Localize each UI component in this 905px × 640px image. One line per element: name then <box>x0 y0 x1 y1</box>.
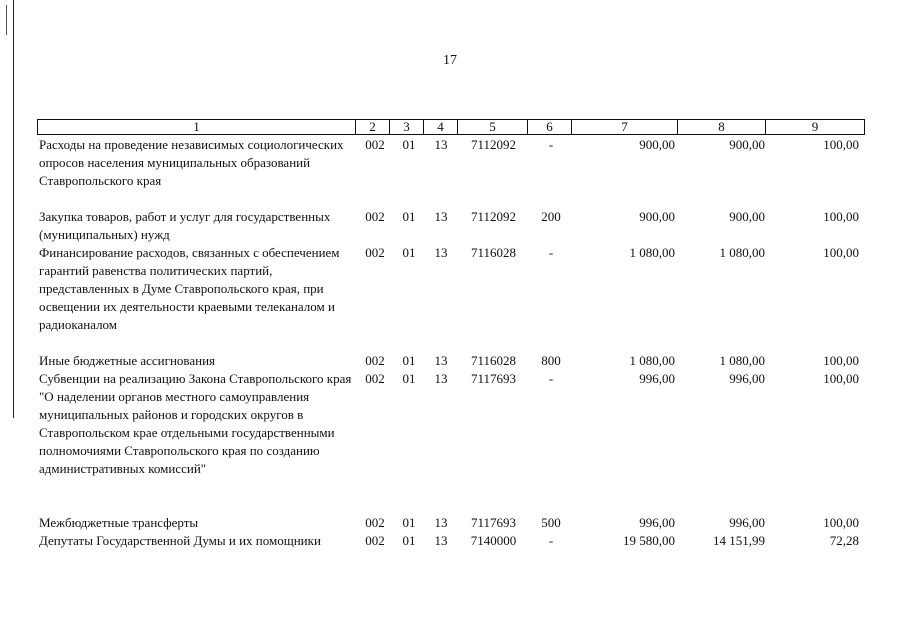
row-col-2: 002 <box>365 245 385 260</box>
row-col-2: 002 <box>365 371 385 386</box>
row-col-6: 200 <box>541 209 561 224</box>
row-col-8: 996,00 <box>729 371 765 386</box>
row-col-8: 1 080,00 <box>719 245 765 260</box>
table-header <box>37 119 865 135</box>
row-name: Финансирование расходов, связанных с обеспечением гарантий равенства политических партий, представленных в Думе Ставропольского края, при освещении их деятельности краевыми телеканалом и радиоканалом <box>39 245 340 332</box>
row-col-7: 1 080,00 <box>629 245 675 260</box>
row-col-6: 800 <box>541 353 561 368</box>
row-name: Межбюджетные трансферты <box>39 515 199 530</box>
row-name: Депутаты Государственной Думы и их помощники <box>39 533 321 548</box>
header-col-2: 2 <box>356 120 390 134</box>
row-name: Субвенции на реализацию Закона Ставропольского края "О наделении органов местного самоуправления муниципальных районов и городских округов в Ставропольском крае отдельными государственными полномочиями Ставропольского края по созданию административных комиссий" <box>39 371 352 476</box>
row-col-4: 13 <box>434 533 448 548</box>
row-col-6: - <box>548 371 554 386</box>
row-col-7: 900,00 <box>639 209 675 224</box>
row-col-9: 100,00 <box>823 353 859 368</box>
row-col-5: 7116028 <box>470 245 517 260</box>
row-col-7: 900,00 <box>639 137 675 152</box>
row-col-5: 7112092 <box>470 209 517 224</box>
header-col-7: 7 <box>572 120 678 134</box>
header-col-1: 1 <box>38 120 356 134</box>
row-col-4: 13 <box>434 353 448 368</box>
row-col-8: 1 080,00 <box>719 353 765 368</box>
row-col-6: - <box>548 245 554 260</box>
row-col-5: 7112092 <box>470 137 517 152</box>
page-number: 17 <box>443 53 457 68</box>
row-col-6: - <box>548 137 554 152</box>
left-margin-line <box>13 0 14 418</box>
row-col-5: 7117693 <box>470 371 517 386</box>
row-col-3: 01 <box>402 371 416 386</box>
row-col-7: 996,00 <box>639 371 675 386</box>
header-col-4: 4 <box>424 120 458 134</box>
row-col-9: 100,00 <box>823 245 859 260</box>
row-name: Закупка товаров, работ и услуг для государственных (муниципальных) нужд <box>39 209 331 242</box>
row-col-4: 13 <box>434 515 448 530</box>
row-col-8: 14 151,99 <box>713 533 765 548</box>
row-col-3: 01 <box>402 353 416 368</box>
row-col-4: 13 <box>434 137 448 152</box>
row-col-4: 13 <box>434 209 448 224</box>
row-col-7: 996,00 <box>639 515 675 530</box>
header-col-8: 8 <box>678 120 766 134</box>
header-col-9: 9 <box>811 119 819 134</box>
header-col-3: 3 <box>390 120 424 134</box>
row-col-9: 100,00 <box>823 515 859 530</box>
row-col-2: 002 <box>365 533 385 548</box>
row-col-7: 19 580,00 <box>623 533 675 548</box>
row-col-3: 01 <box>402 245 416 260</box>
row-col-4: 13 <box>434 371 448 386</box>
row-col-5: 7117693 <box>470 515 517 530</box>
header-col-5: 5 <box>458 120 528 134</box>
row-col-8: 900,00 <box>729 137 765 152</box>
row-col-3: 01 <box>402 137 416 152</box>
row-name: Расходы на проведение независимых социологических опросов населения муниципальных образований Ставропольского края <box>39 137 344 188</box>
row-col-3: 01 <box>402 515 416 530</box>
header-col-6: 6 <box>528 120 572 134</box>
row-col-2: 002 <box>365 209 385 224</box>
row-col-9: 72,28 <box>829 533 859 548</box>
left-margin-tick <box>6 5 7 35</box>
row-col-9: 100,00 <box>823 371 859 386</box>
row-col-5: 7140000 <box>470 533 517 548</box>
row-col-3: 01 <box>402 209 416 224</box>
row-col-8: 900,00 <box>729 209 765 224</box>
row-col-8: 996,00 <box>729 515 765 530</box>
row-col-4: 13 <box>434 245 448 260</box>
row-col-6: 500 <box>541 515 561 530</box>
row-col-5: 7116028 <box>470 353 517 368</box>
row-col-2: 002 <box>365 353 385 368</box>
row-col-2: 002 <box>365 137 385 152</box>
row-col-9: 100,00 <box>823 209 859 224</box>
row-name: Иные бюджетные ассигнования <box>39 353 216 368</box>
row-col-9: 100,00 <box>823 137 859 152</box>
row-col-3: 01 <box>402 533 416 548</box>
row-col-2: 002 <box>365 515 385 530</box>
row-col-7: 1 080,00 <box>629 353 675 368</box>
row-col-6: - <box>548 533 554 548</box>
